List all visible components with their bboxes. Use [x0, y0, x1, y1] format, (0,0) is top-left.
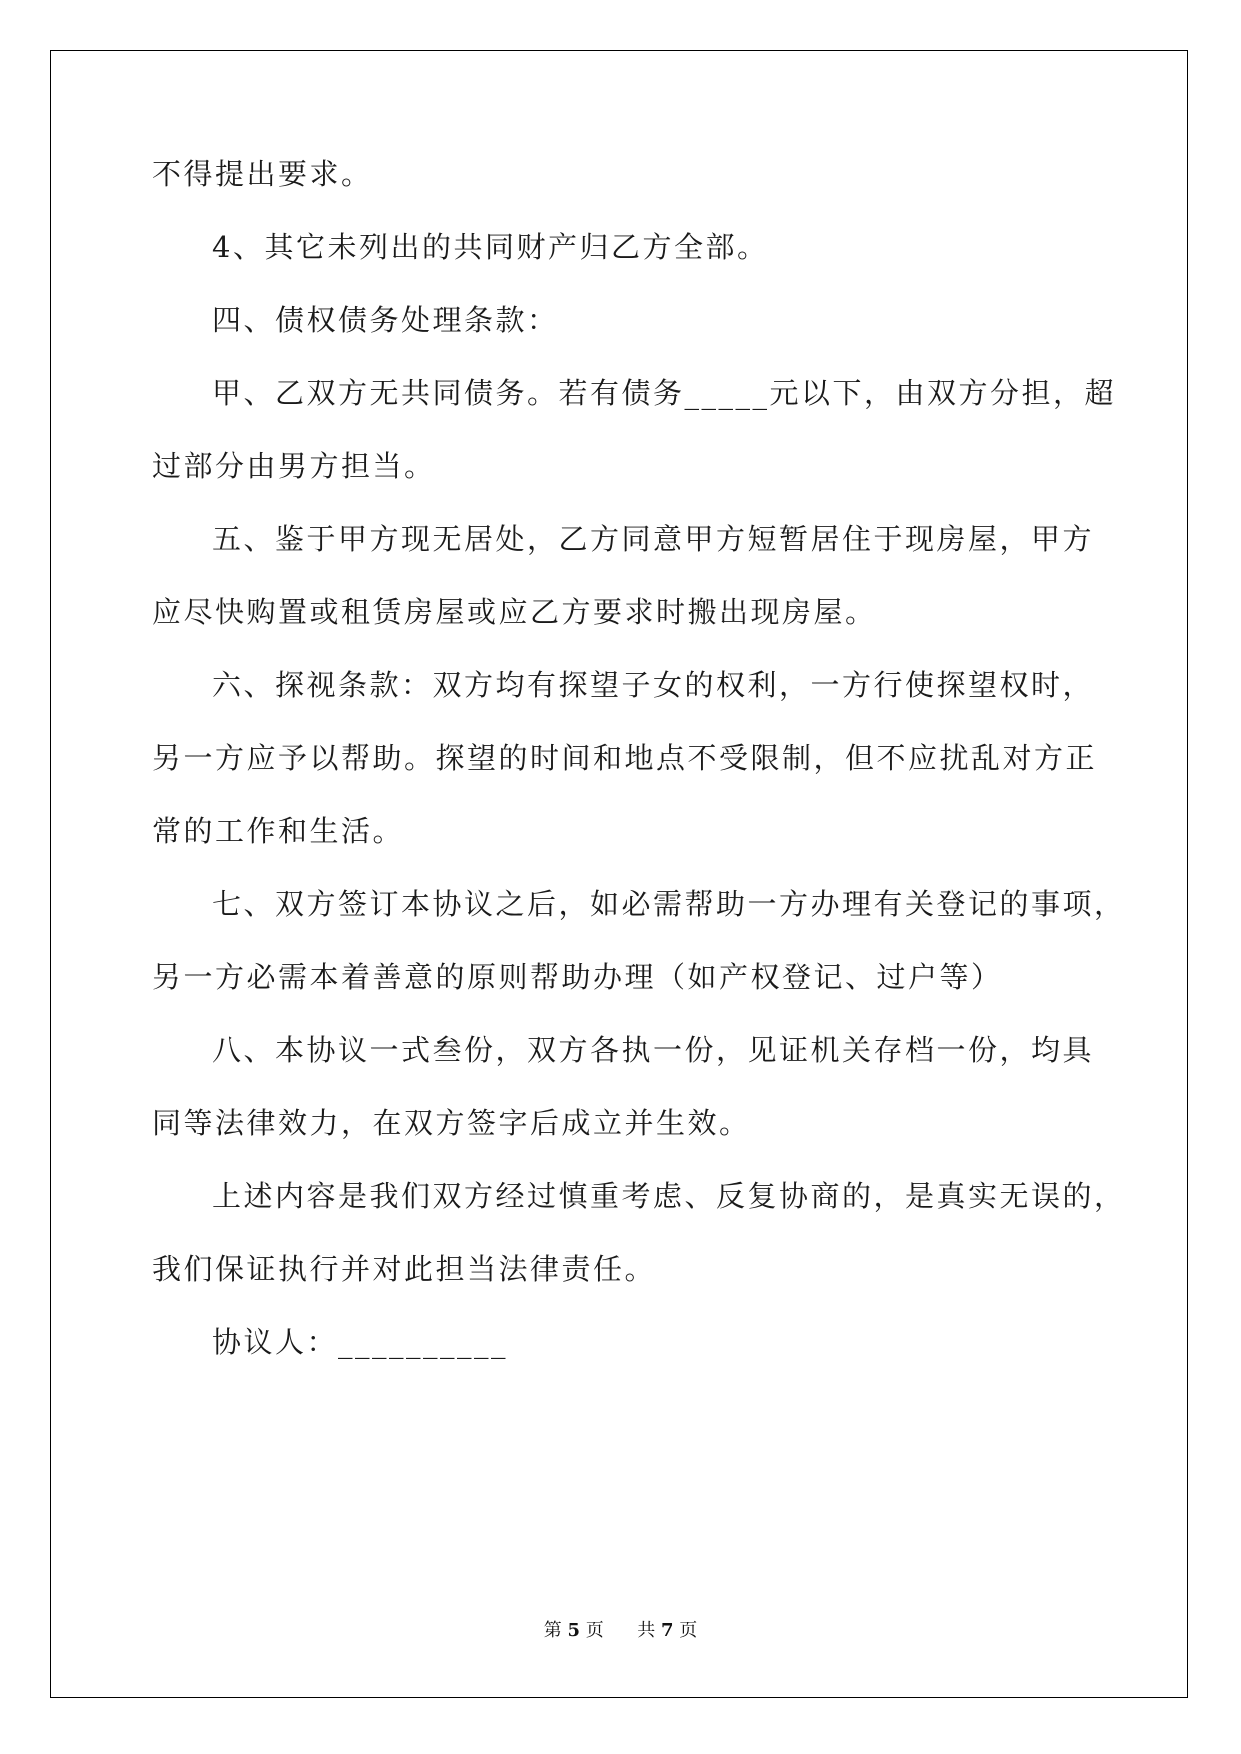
- text-line: 甲、乙双方无共同债务。若有债务_____元以下，由双方分担，超: [212, 376, 1117, 410]
- page-frame: [50, 50, 1188, 1698]
- signature-line: 协议人：__________: [212, 1325, 509, 1359]
- text-line: 常的工作和生活。: [152, 814, 405, 848]
- text-line: 六、探视条款：双方均有探望子女的权利，一方行使探望权时，: [212, 668, 1095, 702]
- total-prefix: 共: [637, 1620, 656, 1641]
- page-total: 7: [660, 1620, 674, 1641]
- total-unit: 页: [679, 1620, 698, 1641]
- text-line: 同等法律效力，在双方签字后成立并生效。: [152, 1106, 751, 1140]
- text-line: 七、双方签订本协议之后，如必需帮助一方办理有关登记的事项，: [212, 887, 1126, 921]
- text-line: 八、本协议一式叁份，双方各执一份，见证机关存档一份，均具: [212, 1033, 1095, 1067]
- text-line: 我们保证执行并对此担当法律责任。: [152, 1252, 657, 1286]
- page-current: 5: [567, 1620, 581, 1641]
- text-line: 上述内容是我们双方经过慎重考虑、反复协商的，是真实无误的，: [212, 1179, 1126, 1213]
- text-line: 4、其它未列出的共同财产归乙方全部。: [212, 230, 769, 264]
- page-unit: 页: [585, 1620, 604, 1641]
- section-heading: 四、债权债务处理条款：: [212, 303, 559, 337]
- text-line: 不得提出要求。: [152, 157, 373, 191]
- text-line: 另一方应予以帮助。探望的时间和地点不受限制，但不应扰乱对方正: [152, 741, 1098, 775]
- text-line: 过部分由男方担当。: [152, 449, 436, 483]
- page-footer: [0, 1616, 1241, 1642]
- text-line: 五、鉴于甲方现无居处，乙方同意甲方短暂居住于现房屋，甲方: [212, 522, 1095, 556]
- text-line: 另一方必需本着善意的原则帮助办理（如产权登记、过户等）: [152, 960, 1003, 994]
- page-prefix: 第: [543, 1620, 562, 1641]
- text-line: 应尽快购置或租赁房屋或应乙方要求时搬出现房屋。: [152, 595, 877, 629]
